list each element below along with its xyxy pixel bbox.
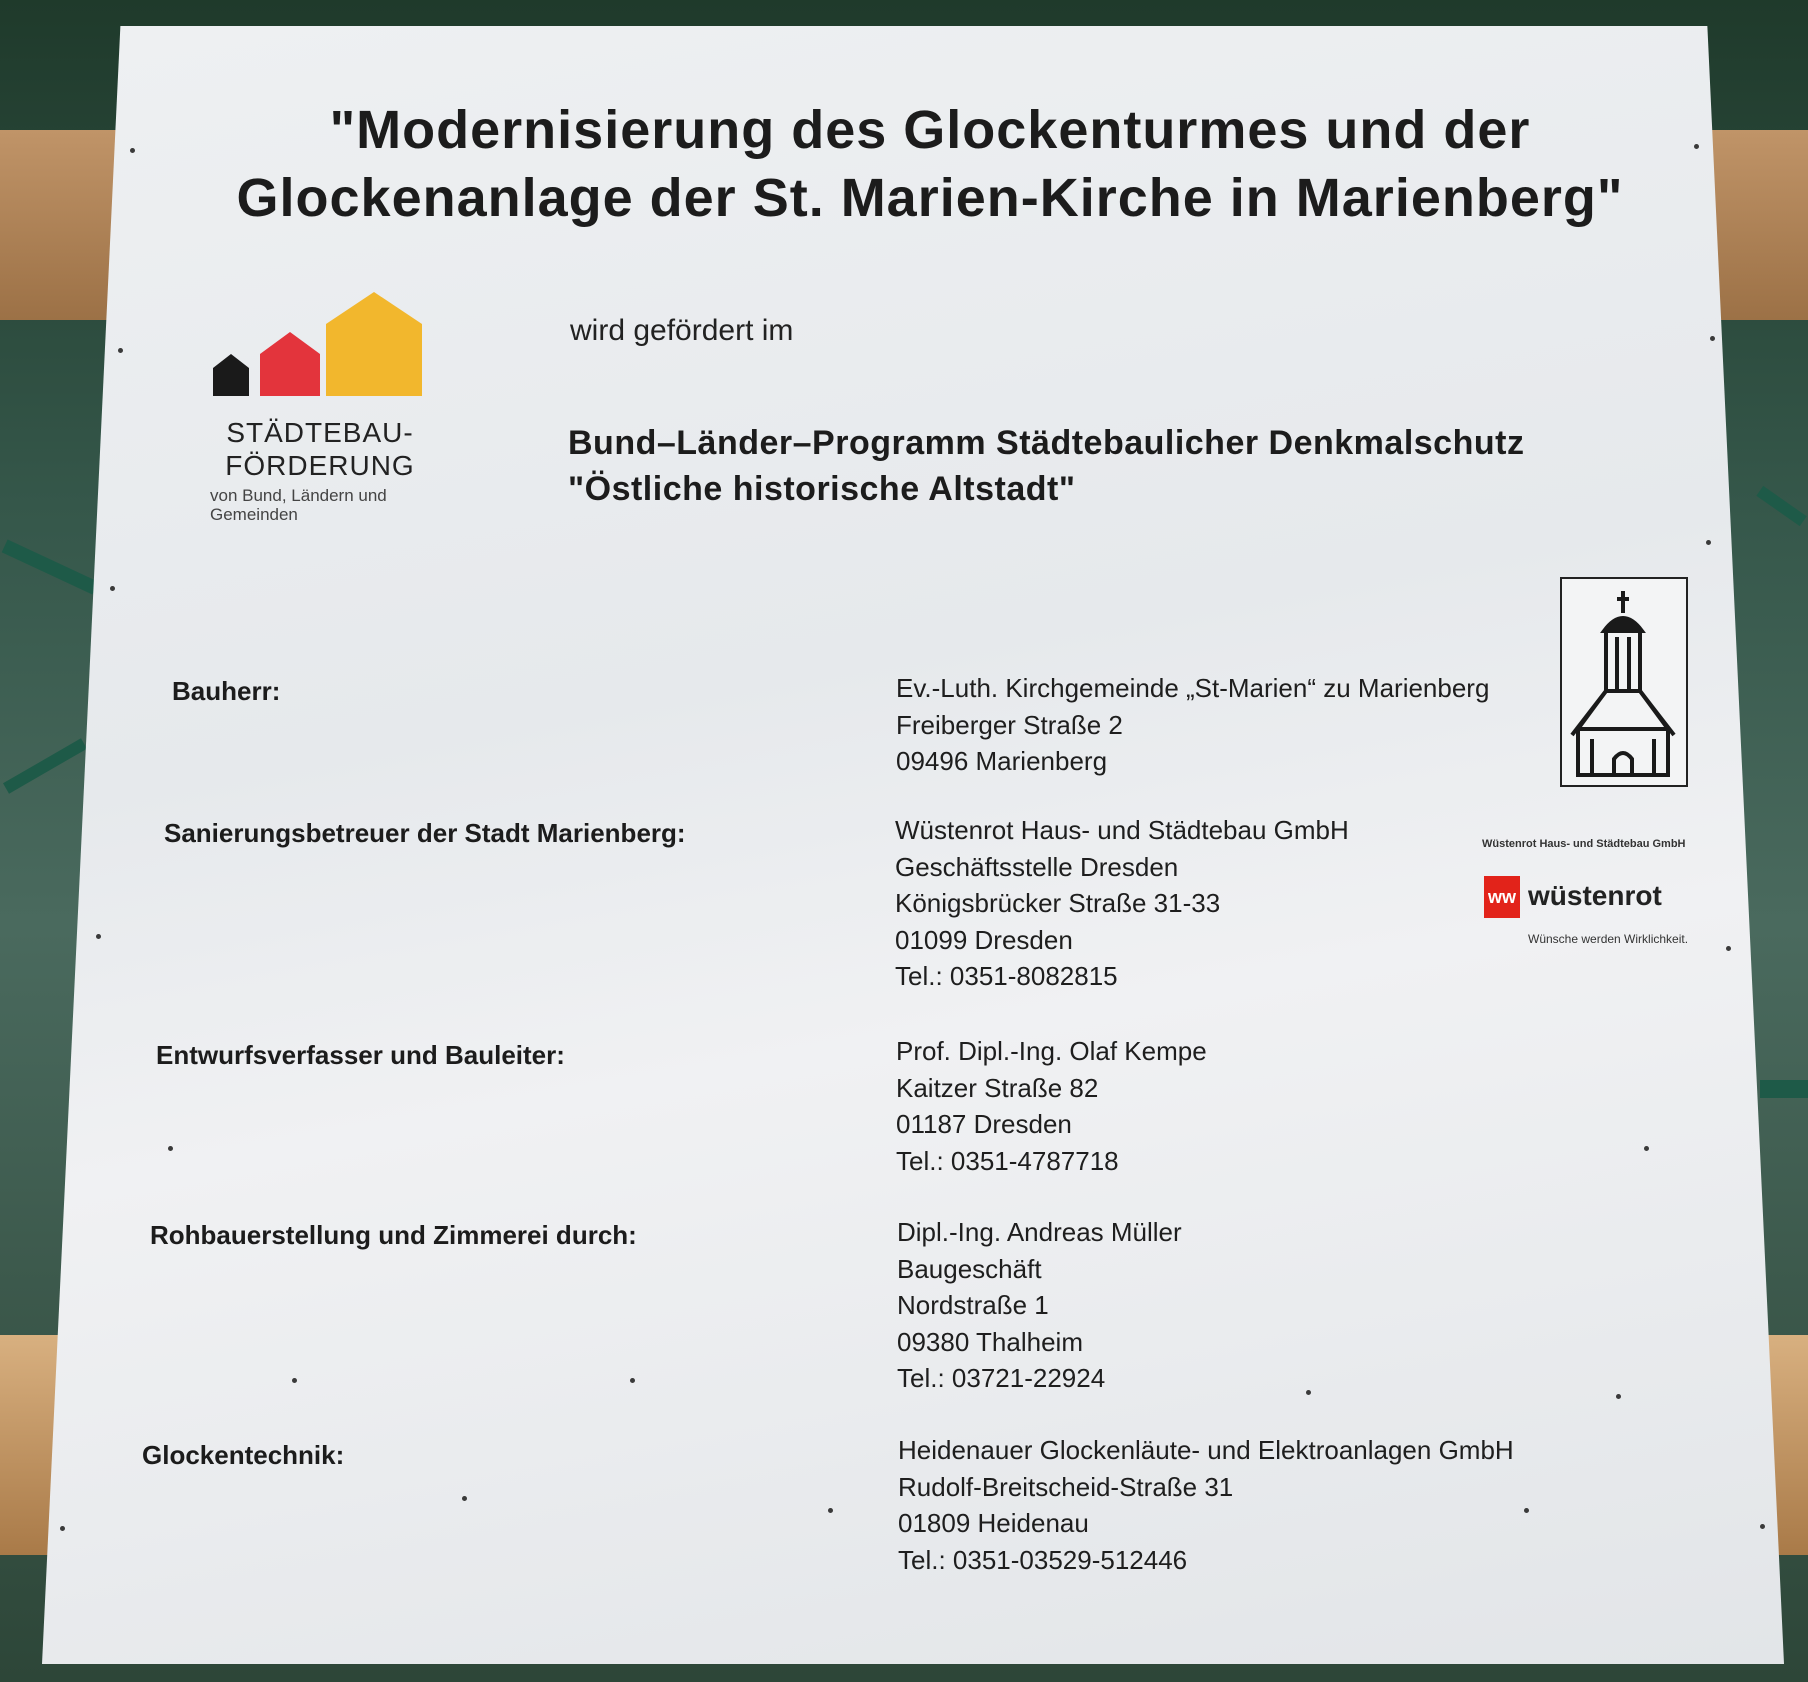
row-value-line: Tel.: 0351-4787718 <box>896 1145 1119 1176</box>
screw-hole <box>60 1526 65 1531</box>
row-value-line: Heidenauer Glockenläute- und Elektroanlagen GmbH <box>898 1435 1514 1465</box>
row-value-line: Tel.: 0351-8082815 <box>895 961 1118 991</box>
row-value-rohbau <box>897 1214 1182 1397</box>
logo-subtitle <box>210 486 440 524</box>
scaffold-pipe <box>1760 1080 1808 1098</box>
wuestenrot-brand: wüstenrot <box>1528 880 1662 911</box>
row-value-line: Rudolf-Breitscheid-Straße 31 <box>898 1471 1234 1502</box>
screw-hole <box>1524 1508 1529 1513</box>
screw-hole <box>1726 946 1731 951</box>
screw-hole <box>462 1496 467 1501</box>
row-value-line: Baugeschäft <box>897 1253 1042 1284</box>
screw-hole <box>828 1508 833 1513</box>
screw-hole <box>292 1378 297 1383</box>
screw-hole <box>1706 540 1711 545</box>
sign-title <box>150 96 1710 232</box>
row-value-line: Kaitzer Straße 82 <box>896 1072 1099 1103</box>
logo-subtitle-line-2: Gemeinden <box>210 505 298 524</box>
row-value-line: 01099 Dresden <box>895 924 1073 955</box>
row-value-line: Nordstraße 1 <box>897 1290 1049 1320</box>
screw-hole <box>1710 336 1715 341</box>
logo-name <box>210 416 430 482</box>
logo-name-line-1: STÄDTEBAU- <box>226 417 414 448</box>
row-label-sanierungsbetreuer: Sanierungsbetreuer der Stadt Marienberg: <box>164 818 686 848</box>
staedtebaufoerderung-logo <box>210 290 440 530</box>
row-value-line: Wüstenrot Haus- und Städtebau GmbH <box>895 815 1349 845</box>
wuestenrot-logo <box>1482 838 1702 956</box>
screw-hole <box>96 934 101 939</box>
row-label-entwurfsverfasser: Entwurfsverfasser und Bauleiter: <box>156 1040 565 1070</box>
programme-line-2: "Östliche historische Altstadt" <box>568 470 1076 508</box>
wuestenrot-slogan: Wünsche werden Wirklichkeit. <box>1528 932 1689 946</box>
row-label-glockentechnik: Glockentechnik: <box>142 1440 345 1470</box>
programme-line-1: Bund–Länder–Programm Städtebaulicher Denkmalschutz <box>568 424 1525 462</box>
wuestenrot-mark-icon: ww <box>1484 876 1520 918</box>
screw-hole <box>118 348 123 353</box>
houses-icon <box>210 290 422 400</box>
row-value-line: Dipl.-Ing. Andreas Müller <box>897 1217 1182 1247</box>
screw-hole <box>630 1378 635 1383</box>
logo-subtitle-line-1: von Bund, Ländern und <box>210 486 387 505</box>
row-value-sanierungsbetreuer <box>895 812 1349 995</box>
row-value-line: Geschäftsstelle Dresden <box>895 851 1179 882</box>
screw-hole <box>168 1146 173 1151</box>
funding-text: wird gefördert im <box>570 314 794 347</box>
screw-hole <box>1616 1394 1621 1399</box>
screw-hole <box>1760 1524 1765 1529</box>
row-label-rohbau: Rohbauerstellung und Zimmerei durch: <box>150 1220 637 1250</box>
row-value-line: Ev.-Luth. Kirchgemeinde „St-Marien“ zu Marienberg <box>896 673 1490 703</box>
screw-hole <box>1306 1390 1311 1395</box>
row-value-line: Tel.: 03721-22924 <box>897 1363 1106 1393</box>
row-value-line: Freiberger Straße 2 <box>896 709 1123 740</box>
church-icon <box>1562 579 1686 785</box>
row-value-line: 01187 Dresden <box>896 1109 1072 1139</box>
row-value-bauherr <box>896 670 1489 780</box>
row-label-bauherr: Bauherr: <box>172 676 281 706</box>
row-value-line: 01809 Heidenau <box>898 1508 1089 1538</box>
programme-name <box>568 420 1628 512</box>
row-value-line: Prof. Dipl.-Ing. Olaf Kempe <box>896 1036 1207 1066</box>
row-value-line: Tel.: 0351-03529-512446 <box>898 1544 1188 1575</box>
title-line-1: "Modernisierung des Glockenturmes und der <box>329 100 1531 160</box>
screw-hole <box>110 586 115 591</box>
title-line-2: Glockenanlage der St. Marien-Kirche in Marienberg" <box>236 168 1624 228</box>
row-value-line: 09380 Thalheim <box>897 1326 1083 1357</box>
wuestenrot-logo-header: Wüstenrot Haus- und Städtebau GmbH <box>1482 838 1686 850</box>
row-value-glockentechnik <box>898 1432 1514 1578</box>
row-value-entwurfsverfasser <box>896 1033 1207 1179</box>
logo-name-line-2: FÖRDERUNG <box>225 450 415 481</box>
row-value-line: Königsbrücker Straße 31-33 <box>895 888 1221 918</box>
screw-hole <box>130 148 135 153</box>
church-logo <box>1560 577 1688 787</box>
row-value-line: 09496 Marienberg <box>896 746 1108 776</box>
screw-hole <box>1644 1146 1649 1151</box>
